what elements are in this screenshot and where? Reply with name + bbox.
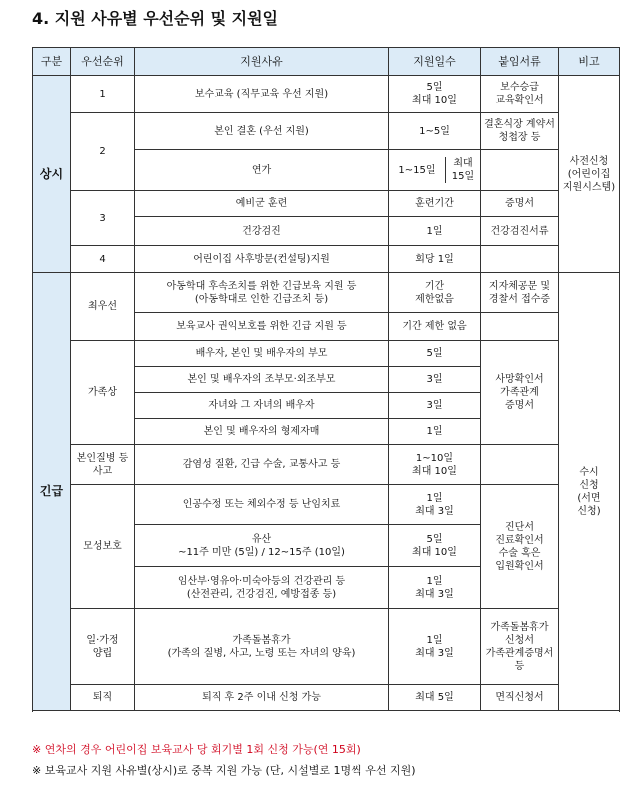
priority-cell: 퇴직: [71, 685, 135, 711]
docs-cell: 결혼식장 계약서 청첩장 등: [481, 113, 559, 150]
days-cell: 1~10일 최대 10일: [389, 445, 481, 485]
priority-cell: 가족상: [71, 341, 135, 445]
docs-cell: 지자체공문 및 경찰서 접수증: [481, 273, 559, 313]
docs-cell: 보수승급 교육확인서: [481, 76, 559, 113]
reason-cell: 아동학대 후속조치를 위한 긴급보육 지원 등 (아동학대로 인한 긴급조치 등): [135, 273, 389, 313]
reason-cell: 본인 및 배우자의 조부모·외조부모: [135, 367, 389, 393]
days-cell: 1일: [389, 419, 481, 445]
reason-cell: 감염성 질환, 긴급 수술, 교통사고 등: [135, 445, 389, 485]
table-row: [33, 445, 620, 485]
reason-cell: 본인 및 배우자의 형제자매: [135, 419, 389, 445]
reason-cell: 본인 결혼 (우선 지원): [135, 113, 389, 150]
days-range: 1~15일: [389, 157, 446, 183]
header-days: 지원일수: [389, 48, 481, 76]
docs-cell: [481, 445, 559, 485]
priority-cell: 본인질병 등 사고: [71, 445, 135, 485]
days-cell: 3일: [389, 393, 481, 419]
category-ginkeup: 긴급: [33, 273, 71, 711]
days-cell: 1일 최대 3일: [389, 567, 481, 609]
days-cell: 회당 1일: [389, 246, 481, 273]
docs-cell: 면직신청서: [481, 685, 559, 711]
reason-cell: 자녀와 그 자녀의 배우자: [135, 393, 389, 419]
reason-cell: 가족돌봄휴가 (가족의 질병, 사고, 노령 또는 자녀의 양육): [135, 609, 389, 685]
priority-table: [32, 47, 620, 711]
docs-cell: 진단서 진료확인서 수술 혹은 입원확인서: [481, 485, 559, 609]
table-row: [33, 191, 620, 217]
table-row: [33, 485, 620, 525]
reason-cell: 인공수정 또는 체외수정 등 난임치료: [135, 485, 389, 525]
docs-cell: 가족돌봄휴가 신청서 가족관계증명서 등: [481, 609, 559, 685]
days-max: 최대 15일: [451, 158, 475, 182]
days-cell: 최대 5일: [389, 685, 481, 711]
priority-cell: 최우선: [71, 273, 135, 341]
days-cell: 1~5일: [389, 113, 481, 150]
table-row: [33, 113, 620, 150]
footnote-annual-leave: ※ 연차의 경우 어린이집 보육교사 당 회기별 1회 신청 가능(연 15회): [32, 743, 361, 756]
days-cell: 5일 최대 10일: [389, 76, 481, 113]
table-row: [33, 246, 620, 273]
table-header-row: [33, 48, 620, 76]
days-cell: 1일 최대 3일: [389, 485, 481, 525]
docs-cell: [481, 150, 559, 191]
reason-cell: 연가: [135, 150, 389, 191]
reason-cell: 배우자, 본인 및 배우자의 부모: [135, 341, 389, 367]
table-row: [33, 685, 620, 711]
reason-cell: 유산 ~11주 미만 (5일) / 12~15주 (10일): [135, 525, 389, 567]
category-sangsi: 상시: [33, 76, 71, 273]
days-cell: [389, 150, 481, 191]
priority-cell: 3: [71, 191, 135, 246]
footnote-duplicate: ※ 보육교사 지원 사유별(상시)로 중복 지원 가능 (단, 시설별로 1명씩 우선 지원): [32, 764, 416, 777]
header-reason: 지원사유: [135, 48, 389, 76]
priority-cell: 1: [71, 76, 135, 113]
note-sangsi: 사전신청 (어린이집 지원시스템): [559, 76, 620, 273]
table-row: [33, 76, 620, 113]
docs-cell: 증명서: [481, 191, 559, 217]
days-cell: 5일 최대 10일: [389, 525, 481, 567]
priority-cell: 모성보호: [71, 485, 135, 609]
days-cell: 3일: [389, 367, 481, 393]
reason-cell: 건강검진: [135, 217, 389, 246]
reason-cell: 퇴직 후 2주 이내 신청 가능: [135, 685, 389, 711]
days-cell: 기간 제한 없음: [389, 313, 481, 341]
header-docs: 붙임서류: [481, 48, 559, 76]
note-ginkeup: 수시 신청 (서면 신청): [559, 273, 620, 711]
reason-cell: 예비군 훈련: [135, 191, 389, 217]
days-cell: 기간 제한없음: [389, 273, 481, 313]
docs-cell: [481, 313, 559, 341]
reason-cell: 보수교육 (직무교육 우선 지원): [135, 76, 389, 113]
table-row: [33, 273, 620, 313]
days-cell: 훈련기간: [389, 191, 481, 217]
table-row: [33, 609, 620, 685]
priority-cell: 일·가정 양립: [71, 609, 135, 685]
table-row: [33, 341, 620, 367]
docs-cell: 건강검진서류: [481, 217, 559, 246]
priority-cell: 2: [71, 113, 135, 191]
header-priority: 우선순위: [71, 48, 135, 76]
header-category: 구분: [33, 48, 71, 76]
reason-cell: 임산부·영유아·미숙아등의 건강관리 등 (산전관리, 건강검진, 예방접종 등): [135, 567, 389, 609]
days-cell: 5일: [389, 341, 481, 367]
priority-cell: 4: [71, 246, 135, 273]
reason-cell: 보육교사 권익보호를 위한 긴급 지원 등: [135, 313, 389, 341]
docs-cell: [481, 246, 559, 273]
days-cell: 1일: [389, 217, 481, 246]
header-note: 비고: [559, 48, 620, 76]
reason-cell: 어린이집 사후방문(컨설팅)지원: [135, 246, 389, 273]
page-title: 4. 지원 사유별 우선순위 및 지원일: [32, 9, 278, 28]
docs-cell: 사망확인서 가족관계 증명서: [481, 341, 559, 445]
days-cell: 1일 최대 3일: [389, 609, 481, 685]
